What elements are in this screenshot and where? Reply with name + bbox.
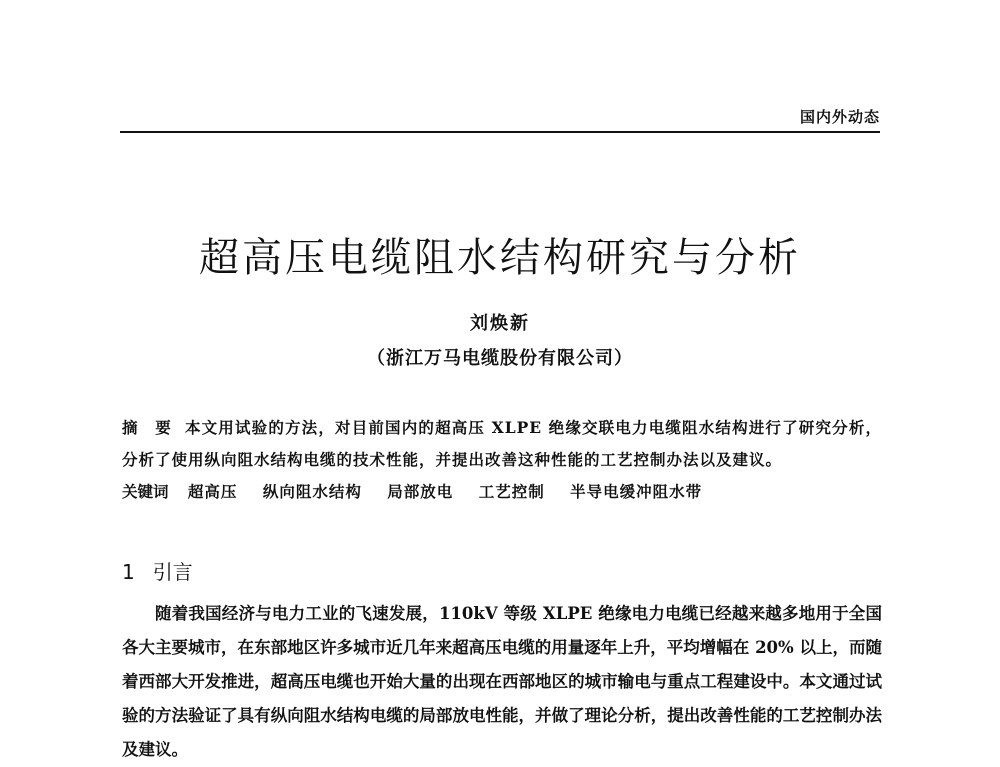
keywords (122, 476, 882, 508)
header-rule (120, 131, 880, 133)
keyword: 超高压 (187, 482, 238, 501)
author-name: 刘焕新 (470, 313, 530, 334)
abstract-text: 本文用试验的方法，对目前国内的超高压 XLPE 绝缘交联电力电缆阻水结构进行了研究分析，分析了使用纵向阻水结构电缆的技术性能，并提出改善这种性能的工艺控制办法以及建议。 (122, 418, 882, 469)
keyword: 局部放电 (387, 482, 454, 501)
keywords-label: 关键词 (122, 483, 169, 501)
abstract-label: 摘 要 (122, 419, 177, 437)
section-number: 1 (122, 560, 135, 584)
section-heading (122, 556, 882, 585)
keyword: 半导电缓冲阻水带 (570, 482, 703, 501)
running-header: 国内外动态 (799, 108, 880, 126)
intro-paragraph: 随着我国经济与电力工业的飞速发展，110kV 等级 XLPE 绝缘电力电缆已经越来越多地用于全国各大主要城市，在东部地区许多城市近几年来超高压电缆的用量逐年上升，平均增幅在 20% 以上，而随着西部大开发推进，超高压电缆也开始大量的出现在西部地区的城市输电与重点工程建设中。本文通过试验的方法验证了具有纵向阻水结构电缆的局部放电性能，并做了理论分析，提出改善性能的工艺控制办法及建议。 (122, 604, 882, 759)
keyword: 工艺控制 (478, 482, 545, 501)
abstract (122, 412, 882, 475)
keyword: 纵向阻水结构 (262, 482, 362, 501)
section-title: 引言 (152, 560, 193, 584)
paper-title: 超高压电缆阻水结构研究与分析 (199, 235, 801, 281)
author-affiliation: （浙江万马电缆股份有限公司） (367, 348, 633, 369)
